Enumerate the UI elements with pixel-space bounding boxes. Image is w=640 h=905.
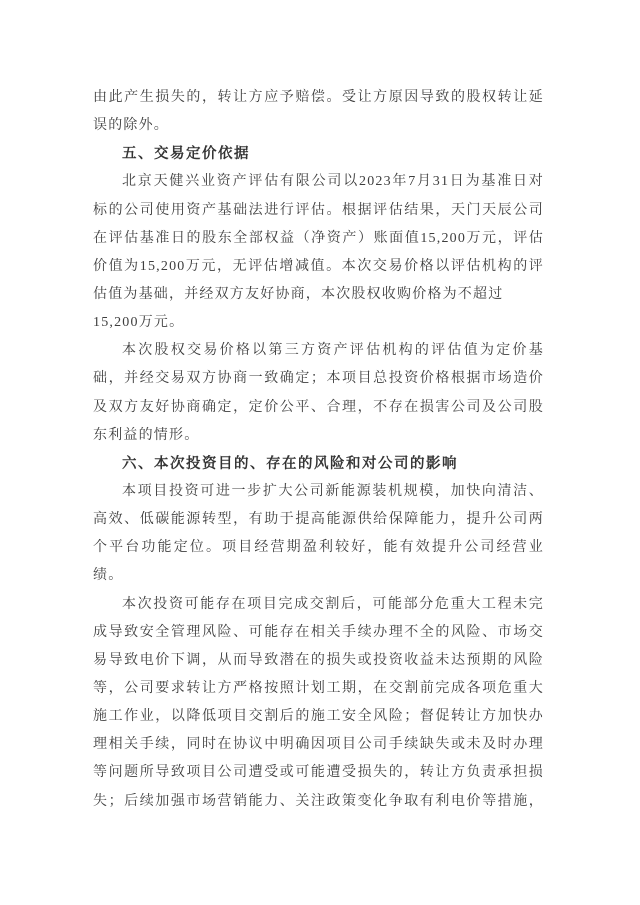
text-line: 施工作业，以降低项目交割后的施工安全风险；督促转让方加快办	[93, 709, 544, 725]
text-line: 本项目投资可进一步扩大公司新能源装机规模，加快向清洁、	[122, 483, 544, 499]
text-line: 由此产生损失的，转让方应予赔偿。受让方原因导致的股权转让延	[93, 90, 544, 105]
text-line: 北京天健兴业资产评估有限公司以2023年7月31日为基准日对	[122, 174, 544, 190]
text-line: 易导致电价下调，从而导致潜在的损失或投资收益未达预期的风险	[93, 652, 544, 668]
document-body	[93, 84, 544, 816]
text-line: 及双方友好协商确定，定价公平、合理，不存在损害公司及公司股	[93, 399, 544, 415]
text-line: 个平台功能定位。项目经营期盈利较好，能有效提升公司经营业	[93, 540, 544, 556]
text-line: 本次投资可能存在项目完成交割后，可能部分危重大工程未完	[122, 596, 544, 612]
text-line: 价值为15,200万元，无评估增减值。本次交易价格以评估机构的评	[93, 258, 544, 274]
text-line: 绩。	[93, 568, 124, 584]
text-line: 本次股权交易价格以第三方资产评估机构的评估值为定价基	[122, 343, 544, 359]
text-line: 等，公司要求转让方严格按照计划工期，在交割前完成各项危重大	[93, 680, 544, 696]
text-line: 失；后续加强市场营销能力、关注政策变化争取有利电价等措施，	[93, 793, 544, 809]
text-line: 误的除外。	[93, 118, 169, 134]
section-heading: 六、本次投资目的、存在的风险和对公司的影响	[122, 455, 458, 472]
text-line: 15,200万元。	[93, 315, 185, 331]
text-line: 础，并经交易双方协商一致确定；本项目总投资价格根据市场造价	[93, 371, 544, 387]
text-line: 理相关手续，同时在协议中明确因项目公司手续缺失或未及时办理	[93, 737, 544, 753]
section-heading: 五、交易定价依据	[122, 146, 250, 163]
text-line: 高效、低碳能源转型，有助于提高能源供给保障能力，提升公司两	[93, 512, 544, 528]
text-line: 等问题所导致项目公司遭受或可能遭受损失的，转让方负责承担损	[93, 765, 544, 781]
text-line: 估值为基础，并经双方友好协商，本次股权收购价格为不超过	[93, 286, 504, 302]
text-line: 成导致安全管理风险、可能存在相关手续办理不全的风险、市场交	[93, 624, 544, 640]
text-line: 标的公司使用资产基础法进行评估。根据评估结果，天门天辰公司	[93, 202, 544, 218]
text-line: 东利益的情形。	[93, 427, 200, 443]
text-line: 在评估基准日的股东全部权益（净资产）账面值15,200万元，评估	[93, 230, 544, 246]
